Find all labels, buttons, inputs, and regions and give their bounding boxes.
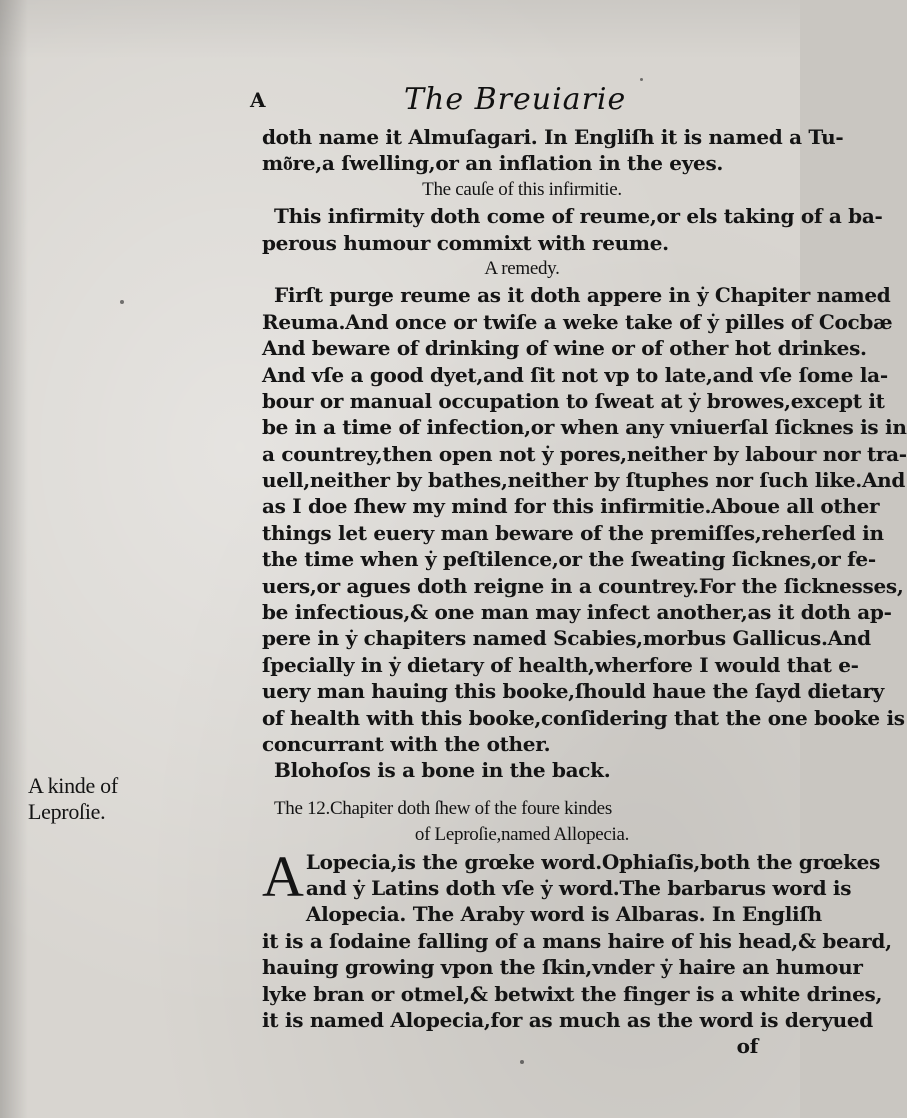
text-line: be in a time of infection,or when any vniuerſal ſicknes is in	[262, 415, 907, 440]
text-line: hauing growing vpon the ſkin,vnder ẏ haire an humour	[262, 955, 863, 980]
text-line: and ẏ Latins doth vſe ẏ word.The barbarus word is	[305, 875, 852, 900]
text-line: Reuma.And once or twiſe a weke take of ẏ pilles of Cocbæ	[262, 309, 893, 334]
text-line: mo͂re,a ſwelling,or an inflation in the eyes.	[262, 151, 724, 176]
ink-speck	[640, 78, 643, 81]
text-line: Alopecia. The Araby word is Albaras. In Engliſh	[305, 902, 822, 927]
text-line: concurrant with the other.	[262, 731, 551, 756]
text-line: doth name it Almuſagari. In Engliſh it is named a Tu-	[262, 125, 844, 149]
text-line: Firſt purge reume as it doth appere in ẏ Chapiter named	[274, 283, 891, 308]
text-line: uell,neither by bathes,neither by ſtuphes nor ſuch like.And	[262, 468, 906, 493]
text-line: bour or manual occupation to ſweat at ẏ browes,except it	[262, 388, 885, 413]
signature-mark: A	[250, 88, 266, 112]
text-line: be infectious,& one man may infect another,as it doth ap-	[262, 600, 892, 625]
text-line: Blohoſos is a bone in the back.	[274, 758, 611, 783]
text-line: perous humour commixt with reume.	[262, 230, 669, 255]
text-line: pere in ẏ chapiters named Scabies,morbus Gallicus.And	[262, 626, 871, 651]
text-line: things let euery man beware of the premiſſes,reherſed in	[262, 520, 884, 545]
text-line: it is named Alopecia,for as much as the word is deryued	[262, 1007, 873, 1032]
page-header	[0, 82, 800, 122]
text-line: it is a ſodaine falling of a mans haire of his head,& beard,	[262, 928, 892, 953]
text-line: This infirmity doth come of reume,or els taking of a ba-	[274, 204, 883, 229]
section-heading: A remedy.	[484, 257, 560, 279]
chapter-heading: The 12.Chapiter doth ſhew of the foure kindes	[274, 797, 612, 819]
catchword: of	[736, 1034, 758, 1059]
running-title: The Breuiarie	[404, 82, 627, 117]
text-line: uers,or agues doth reigne in a countrey.For the ſicknesses,	[262, 573, 904, 598]
page-gutter-shadow	[0, 0, 28, 1118]
text-line: lyke bran or otmel,& betwixt the finger is a white drines,	[262, 981, 883, 1006]
text-line: And vſe a good dyet,and ſit not vp to late,and vſe ſome la-	[262, 362, 888, 387]
section-heading: The cauſe of this infirmitie.	[422, 178, 622, 200]
chapter-heading: of Leproſie,named Allopecia.	[414, 824, 630, 846]
text-line: And beware of drinking of wine or of other hot drinkes.	[262, 336, 867, 361]
ink-speck	[120, 300, 124, 304]
margin-note	[28, 773, 138, 826]
margin-note-line: Leproſie.	[28, 799, 106, 825]
page-top-shadow	[0, 0, 800, 60]
margin-note-line: A kinde of	[28, 773, 118, 798]
ink-speck	[520, 1060, 524, 1064]
chapter-paragraph	[262, 843, 892, 1060]
text-line: a countrey,then open not ẏ pores,neither by labour nor tra-	[262, 441, 907, 466]
text-line: ſpecially in ẏ dietary of health,wherfore I would that e-	[262, 652, 859, 677]
text-line: Lopecia,is the grœke word.Ophiaſis,both the grœkes	[305, 849, 881, 874]
text-line: the time when ẏ peſtilence,or the ſweating ſicknes,or fe-	[262, 547, 876, 572]
chapter-spacer	[262, 784, 782, 796]
text-line: of health with this booke,conſidering that the one booke is	[262, 705, 905, 730]
text-line: as I doe ſhew my mind for this infirmitie.Aboue all other	[262, 494, 880, 519]
text-line: uery man hauing this booke,ſhould haue the ſayd dietary	[262, 679, 885, 704]
drop-cap-initial: A	[262, 843, 304, 909]
main-text	[262, 124, 907, 1060]
